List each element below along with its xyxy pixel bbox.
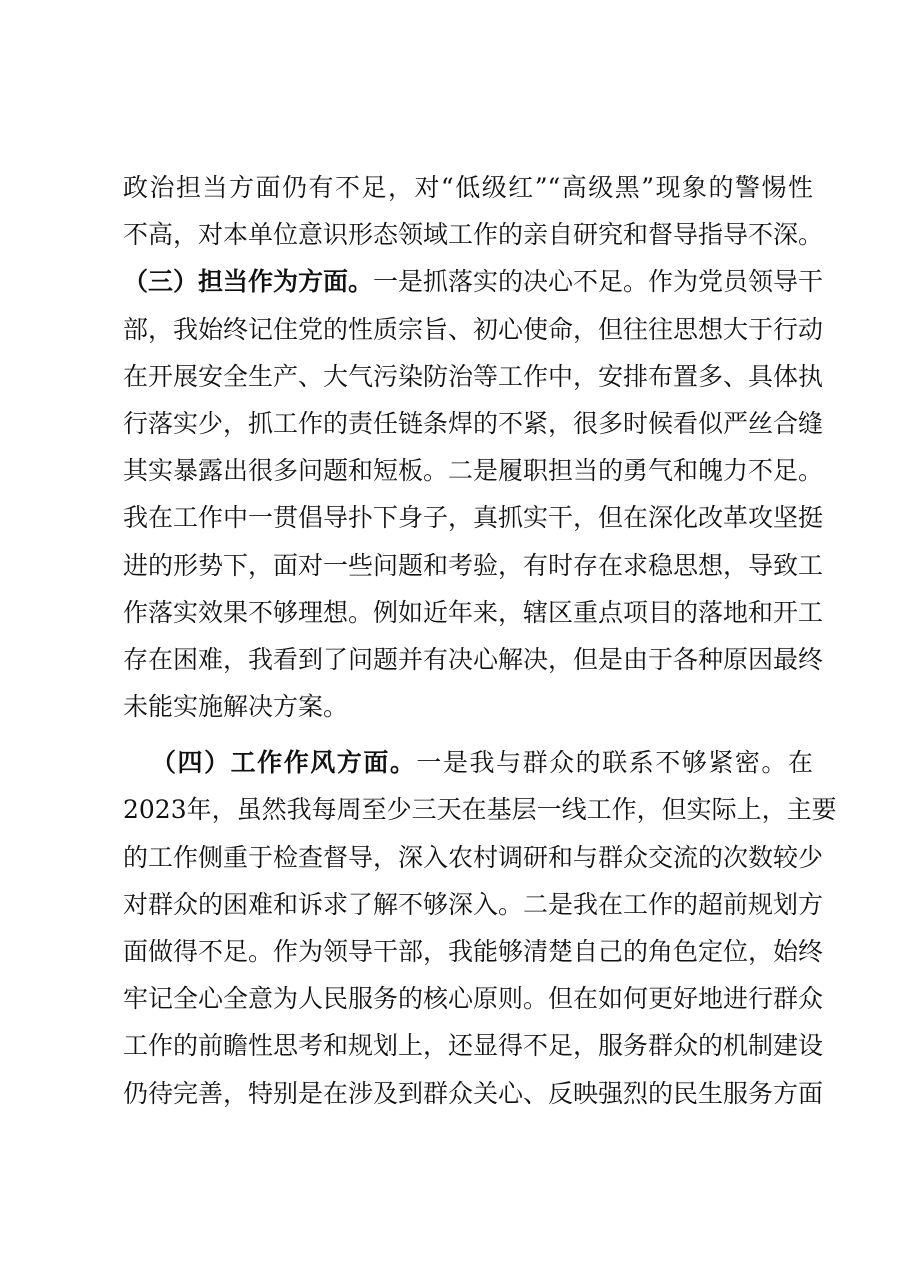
text-line bbox=[123, 494, 824, 541]
text-segment: 牢记全心全意为人民服务的核心原则。但在如何更好地进行群众 bbox=[123, 984, 824, 1014]
text-line bbox=[123, 164, 813, 211]
text-segment: 存在困难，我看到了问题并有决心解决，但是由于各种原因最终 bbox=[123, 644, 824, 674]
text-segment: 的工作侧重于检查督导，深入农村调研和与群众交流的次数较少 bbox=[123, 842, 824, 872]
text-segment: 其实暴露出很多问题和短板。二是履职担当的勇气和魄力不足。 bbox=[123, 456, 824, 486]
text-line bbox=[123, 306, 824, 353]
paragraph-gap bbox=[123, 730, 813, 739]
text-segment: 工作的前瞻性思考和规划上，还显得不足，服务群众的机制建设 bbox=[123, 1031, 824, 1061]
text-line bbox=[123, 258, 824, 305]
text-line bbox=[123, 542, 824, 589]
document-body bbox=[123, 164, 837, 1117]
text-segment: 对群众的困难和诉求了解不够深入。二是我在工作的超前规划方 bbox=[123, 889, 824, 919]
text-line bbox=[123, 881, 824, 928]
text-line bbox=[123, 683, 813, 730]
text-segment: 2023年，虽然我每周至少三天在基层一线工作，但实际上，主要 bbox=[123, 795, 837, 825]
text-segment: 仍待完善，特别是在涉及到群众关心、反映强烈的民生服务方面 bbox=[123, 1078, 824, 1108]
text-line bbox=[123, 739, 813, 786]
text-segment: 部，我始终记住党的性质宗旨、初心使命，但往往思想大于行动 bbox=[123, 314, 824, 344]
text-segment: 面做得不足。作为领导干部，我能够清楚自己的角色定位，始终 bbox=[123, 937, 824, 966]
text-segment: 作落实效果不够理想。例如近年来，辖区重点项目的落地和开工 bbox=[123, 597, 824, 627]
text-line bbox=[123, 834, 824, 881]
text-line bbox=[123, 400, 824, 447]
text-line bbox=[123, 211, 824, 258]
text-line bbox=[123, 928, 824, 975]
text-line bbox=[123, 975, 824, 1022]
text-line bbox=[123, 1022, 824, 1069]
text-line bbox=[123, 353, 824, 400]
text-segment: 未能实施解决方案。 bbox=[123, 692, 349, 722]
text-segment: 不高，对本单位意识形态领域工作的亲自研究和督导指导不深。 bbox=[123, 220, 824, 250]
text-line bbox=[123, 786, 837, 833]
text-segment: 在开展安全生产、大气污染防治等工作中，安排布置多、具体执 bbox=[123, 361, 824, 391]
section-heading: （三）担当作为方面。 bbox=[123, 267, 374, 297]
text-segment: 进的形势下，面对一些问题和考验，有时存在求稳思想，导致工 bbox=[123, 550, 824, 580]
text-line bbox=[123, 589, 824, 636]
text-line bbox=[123, 1070, 824, 1117]
text-line bbox=[123, 636, 824, 683]
text-segment: 我在工作中一贯倡导扑下身子，真抓实干，但在深化改革攻坚挺 bbox=[123, 503, 824, 533]
text-segment: 政治担当方面仍有不足，对“低级红”“高级黑”现象的警惕性 bbox=[123, 173, 813, 202]
section-heading: （四）工作作风方面。 bbox=[151, 748, 417, 778]
text-segment: 一是抓落实的决心不足。作为党员领导干 bbox=[373, 267, 824, 297]
text-line bbox=[123, 447, 824, 494]
text-segment: 行落实少，抓工作的责任链条焊的不紧，很多时候看似严丝合缝 bbox=[123, 408, 824, 438]
text-segment: 一是我与群众的联系不够紧密。在 bbox=[416, 748, 813, 778]
